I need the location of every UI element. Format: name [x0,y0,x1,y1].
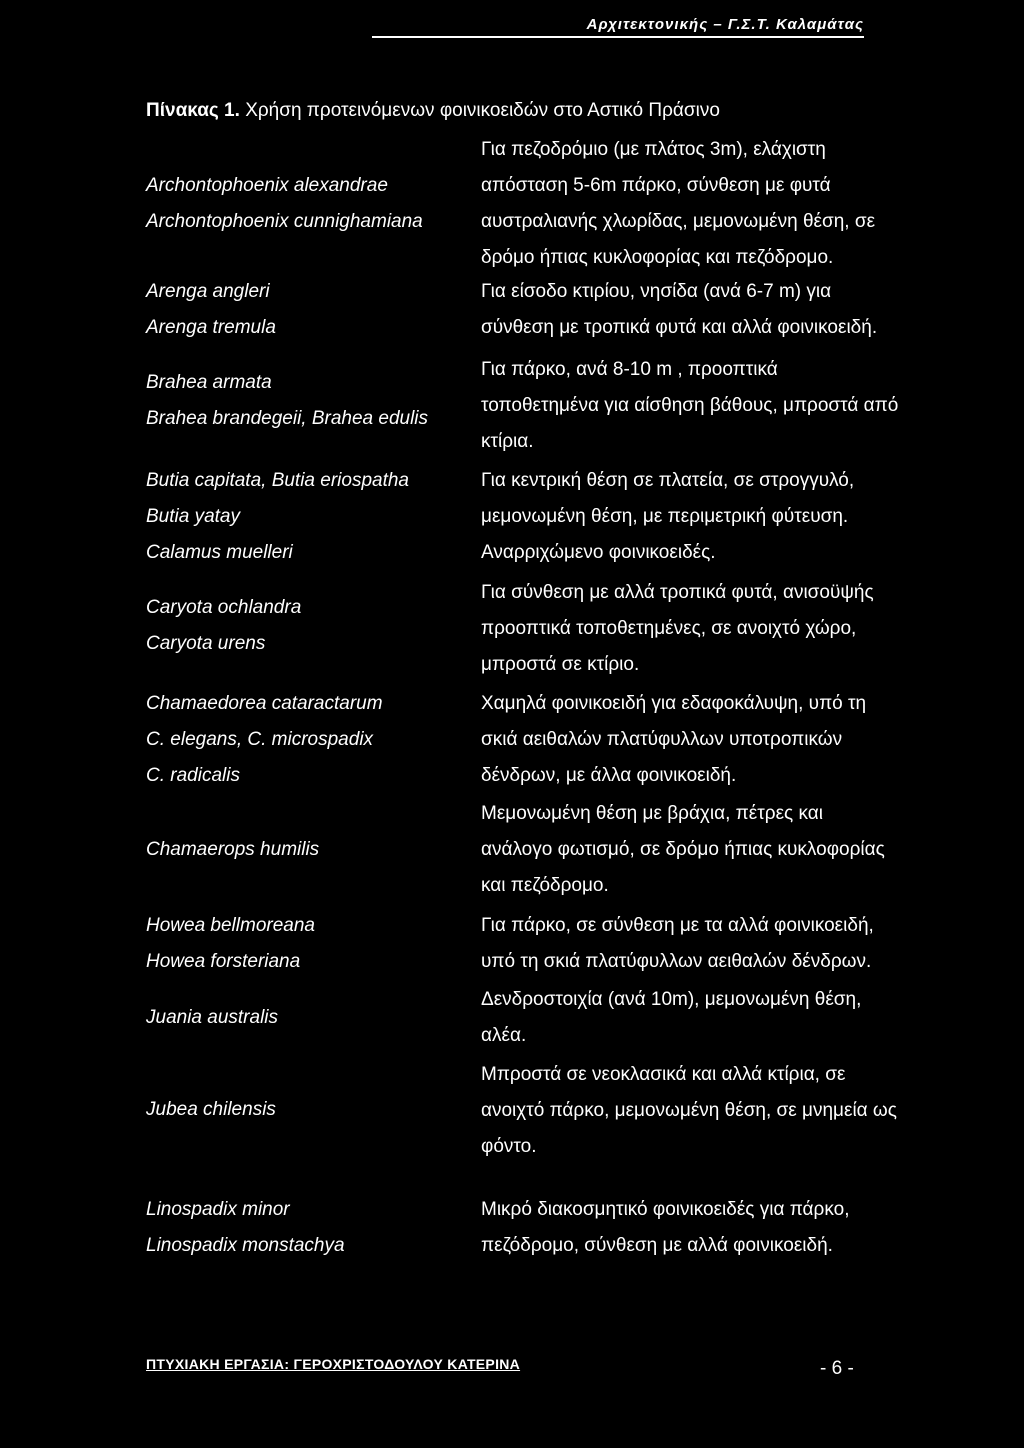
description-line: τοποθετημένα για αίσθηση βάθους, μπροστά από [481,395,899,416]
description-line: κτίρια. [481,431,534,452]
description-line: πεζόδρομο, σύνθεση με αλλά φοινικοειδή. [481,1235,833,1256]
footer-author: ΠΤΥΧΙΑΚΗ ΕΡΓΑΣΙΑ: ΓΕΡΟΧΡΙΣΤΟΔΟΥΛΟΥ ΚΑΤΕΡΙΝΑ [146,1356,521,1372]
description-line: Για πεζοδρόμιο (με πλάτος 3m), ελάχιστη [481,139,826,160]
description-cell [481,575,961,683]
species-cell [146,832,466,868]
species-cell [146,168,466,240]
description-line: Μεμονωμένη θέση με βράχια, πέτρες και [481,803,823,824]
species-name: Linospadix minor [146,1199,290,1220]
species-cell [146,274,466,346]
description-cell [481,982,961,1054]
description-line: Δενδροστοιχία (ανά 10m), μεμονωμένη θέση, [481,989,862,1010]
description-line: φόντο. [481,1136,537,1157]
description-line: σκιά αειθαλών πλατύφυλλων υποτροπικών [481,729,843,750]
species-name: Juania australis [146,1007,279,1028]
description-line: σύνθεση με τροπικά φυτά και αλλά φοινικοειδή. [481,317,878,338]
species-name: Brahea armata [146,372,272,393]
description-line: μεμονωμένη θέση, με περιμετρική φύτευση. [481,506,849,527]
species-name: Caryota urens [146,633,266,654]
description-line: Χαμηλά φοινικοειδή για εδαφοκάλυψη, υπό τη [481,693,867,714]
species-name: Butia capitata, Butia eriospatha [146,470,410,491]
description-cell [481,686,961,794]
description-cell [481,796,961,904]
running-head: Αρχιτεκτονικής – Γ.Σ.Τ. Καλαμάτας [586,16,864,33]
species-name: Brahea brandegeii, Brahea edulis [146,408,429,429]
species-name: Jubea chilensis [146,1099,276,1120]
description-cell [481,274,961,346]
species-name: Archontophoenix cunnighamiana [146,211,423,232]
species-name: Arenga angleri [146,281,270,302]
description-line: αυστραλιανής χλωρίδας, μεμονωμένη θέση, σε [481,211,876,232]
species-name: Howea forsteriana [146,951,301,972]
species-name: Chamaerops humilis [146,839,320,860]
species-cell [146,686,466,794]
description-line: ανάλογο φωτισμό, σε δρόμο ήπιας κυκλοφορίας [481,839,885,860]
species-name: Calamus muelleri [146,542,293,563]
species-name: Butia yatay [146,506,240,527]
description-line: προοπτικά τοποθετημένες, σε ανοιχτό χώρο, [481,618,857,639]
species-cell [146,535,466,571]
description-line: Μπροστά σε νεοκλασικά και αλλά κτίρια, σε [481,1064,846,1085]
species-name: C. radicalis [146,765,240,786]
species-cell [146,1000,466,1036]
description-line: αλέα. [481,1025,527,1046]
description-line: Για πάρκο, σε σύνθεση με τα αλλά φοινικοειδή, [481,915,874,936]
species-cell [146,908,466,980]
description-line: Για σύνθεση με αλλά τροπικά φυτά, ανισοϋψής [481,582,874,603]
description-line: μπροστά σε κτίριο. [481,654,640,675]
description-line: ανοιχτό πάρκο, μεμονωμένη θέση, σε μνημεία ως [481,1100,897,1121]
description-line: δένδρων, με άλλα φοινικοειδή. [481,765,737,786]
description-cell [481,352,961,460]
species-name: Howea bellmoreana [146,915,315,936]
species-name: C. elegans, C. microspadix [146,729,374,750]
description-line: και πεζόδρομο. [481,875,609,896]
description-line: υπό τη σκιά πλατύφυλλων αειθαλών δένδρων. [481,951,872,972]
species-cell [146,365,466,437]
description-line: Για κεντρική θέση σε πλατεία, σε στρογγυλό, [481,470,855,491]
description-line: δρόμο ήπιας κυκλοφορίας και πεζόδρομο. [481,247,834,268]
species-cell [146,463,466,535]
description-line: απόσταση 5-6m πάρκο, σύνθεση με φυτά [481,175,831,196]
description-cell [481,1192,961,1264]
species-name: Linospadix monstachya [146,1235,345,1256]
table-caption [146,100,720,122]
species-name: Archontophoenix alexandrae [146,175,388,196]
species-name: Caryota ochlandra [146,597,302,618]
description-line: Μικρό διακοσμητικό φοινικοειδές για πάρκο, [481,1199,850,1220]
species-cell [146,1092,466,1128]
header-rule [372,36,864,38]
species-name: Arenga tremula [146,317,276,338]
description-line: Για πάρκο, ανά 8-10 m , προοπτικά [481,359,778,380]
species-name: Chamaedorea cataractarum [146,693,383,714]
species-cell [146,590,466,662]
description-cell [481,1057,961,1165]
description-cell [481,535,961,571]
page-number: - 6 - [820,1358,854,1379]
species-cell [146,1192,466,1264]
description-line: Αναρριχώμενο φοινικοειδές. [481,542,716,563]
table-caption-label: Πίνακας 1. [146,100,240,121]
description-cell [481,463,961,535]
description-cell [481,132,961,276]
description-cell [481,908,961,980]
table-caption-text: Χρήση προτεινόμενων φοινικοειδών στο Αστικό Πράσινο [245,100,720,121]
description-line: Για είσοδο κτιρίου, νησίδα (ανά 6-7 m) για [481,281,832,302]
